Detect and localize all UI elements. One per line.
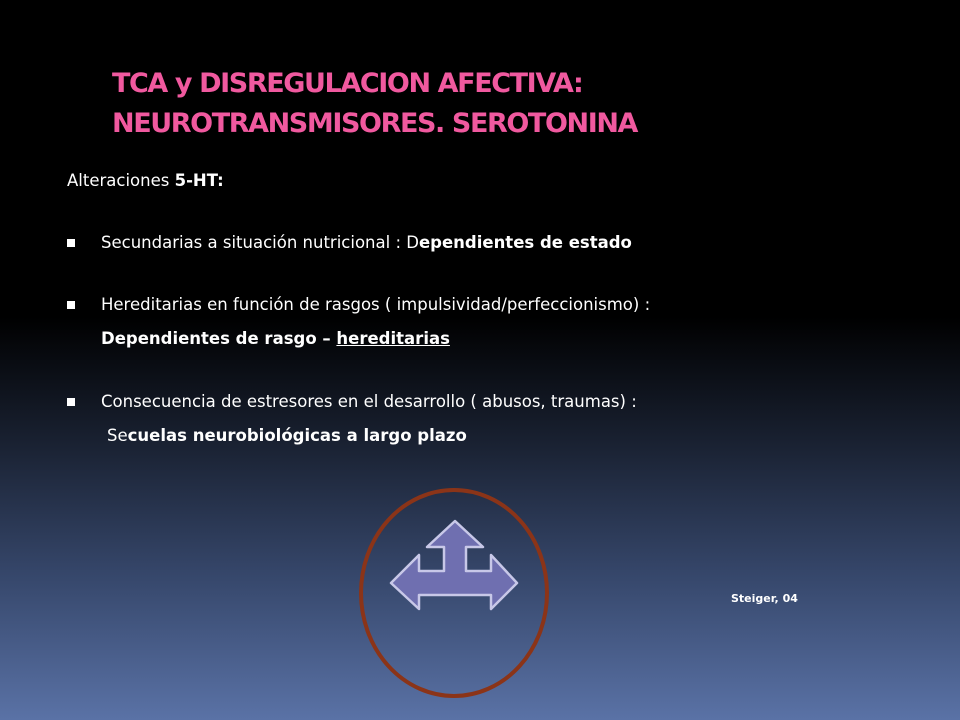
bullet-1-bold: ependientes de estado [418, 233, 632, 252]
intro-bold: 5-HT: [174, 171, 224, 190]
diagram [355, 485, 555, 705]
bullet-icon [67, 239, 75, 247]
bullet-3-line-2 [107, 421, 467, 451]
bullet-2-underlined: hereditarias [336, 329, 450, 348]
three-way-arrow-diagram [355, 485, 555, 705]
intro-line [67, 166, 224, 196]
three-way-arrow-icon [391, 521, 517, 609]
title-line-2: NEUROTRANSMISORES. SEROTONINA [112, 108, 638, 139]
bullet-icon [67, 398, 75, 406]
bullet-3-bold: cuelas neurobiológicas a largo plazo [127, 426, 467, 445]
title-line-1: TCA y DISREGULACION AFECTIVA: [112, 68, 583, 99]
citation: Steiger, 04 [731, 592, 798, 605]
bullet-2-bold: Dependientes de rasgo – [101, 329, 337, 348]
bullet-2-line-2 [101, 324, 450, 354]
slide-title [112, 64, 872, 144]
bullet-1-text: Secundarias a situación nutricional : D [101, 233, 419, 252]
bullet-1 [101, 228, 632, 258]
bullet-2: Hereditarias en función de rasgos ( impulsividad/perfeccionismo) : [101, 295, 651, 314]
bullet-icon [67, 301, 75, 309]
intro-prefix: Alteraciones [67, 171, 175, 190]
bullet-3-prefix: Se [107, 426, 128, 445]
bullet-3: Consecuencia de estresores en el desarrollo ( abusos, traumas) : [101, 392, 637, 411]
